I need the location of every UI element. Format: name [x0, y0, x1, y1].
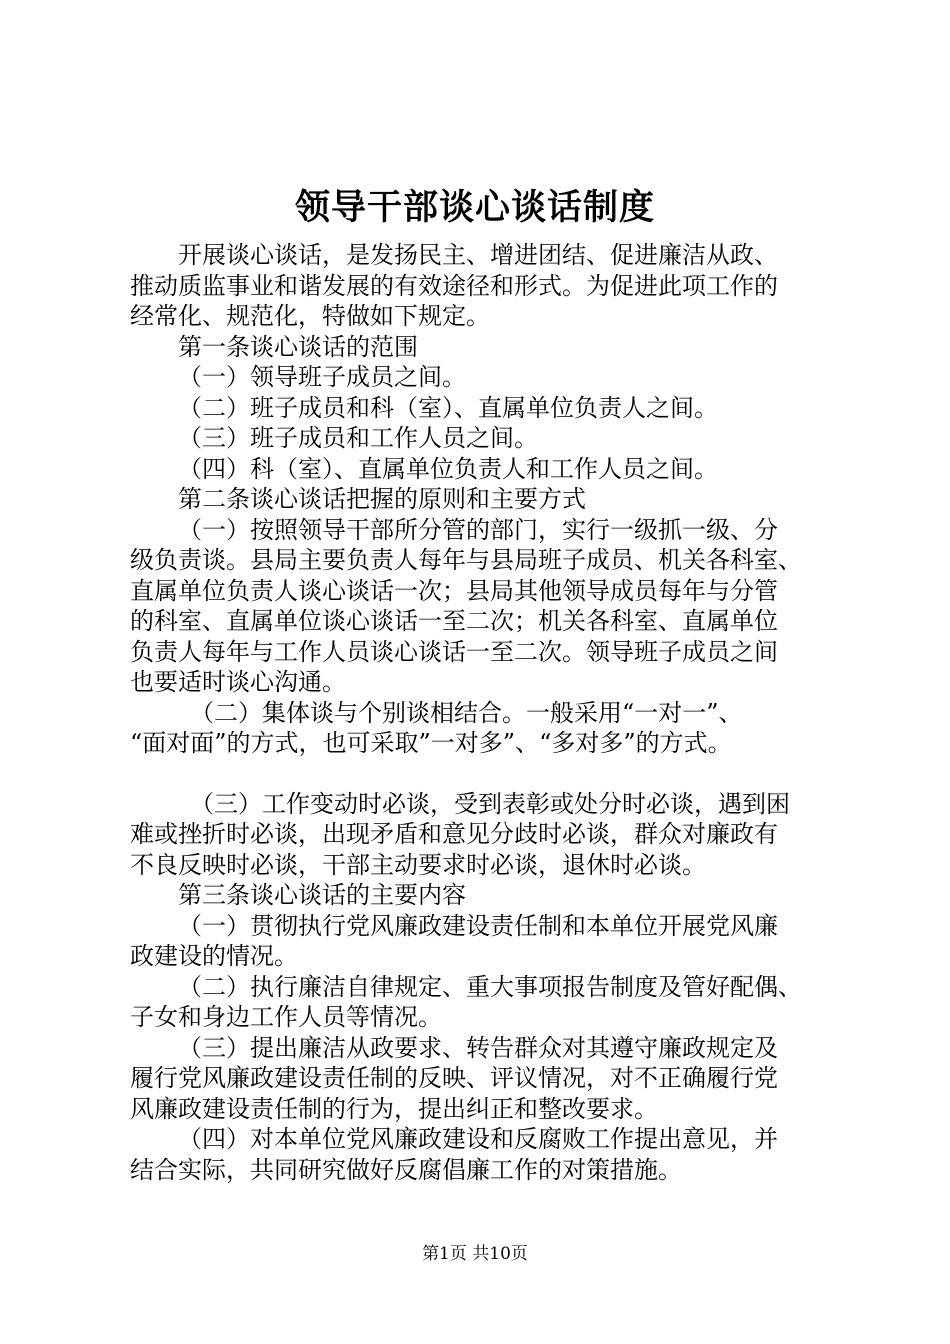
document-body: [130, 240, 830, 1185]
text-line: （三）提出廉洁从政要求、转告群众对其遵守廉政规定及: [178, 1033, 778, 1062]
text-line: （四）对本单位党风廉政建设和反腐败工作提出意见，并: [178, 1125, 778, 1153]
text-line: （二）班子成员和科（室）、直属单位负责人之间。: [178, 393, 718, 422]
text-line: 政建设的情况。: [130, 942, 298, 970]
text-line: 经常化、规范化，特做如下规定。: [130, 302, 490, 330]
text-line: （二）执行廉洁自律规定、重大事项报告制度及管好配偶、: [178, 972, 802, 1001]
document-title: 领导干部谈心谈话制度: [294, 187, 655, 228]
text-line: 也要适时谈心沟通。: [130, 668, 346, 696]
text-line: （四）科（室）、直属单位负责人和工作人员之间。: [178, 454, 718, 483]
text-line: 直属单位负责人谈心谈话一次；县局其他领导成员每年与分管: [130, 576, 778, 605]
text-line: （三）工作变动时必谈，受到表彰或处分时必谈，遇到困: [190, 789, 790, 818]
text-line: 推动质监事业和谐发展的有效途径和形式。为促进此项工作的: [130, 271, 778, 300]
text-line: 结合实际，共同研究做好反腐倡廉工作的对策措施。: [130, 1155, 682, 1184]
text-line: “面对面”的方式，也可采取”一对多”、“多对多”的方式。: [130, 729, 732, 757]
page-footer: 第1页 共10页: [422, 1244, 528, 1264]
text-line: （一）按照领导干部所分管的部门，实行一级抓一级、分: [178, 515, 778, 544]
text-line: 的科室、直属单位谈心谈话一至二次；机关各科室、直属单位: [130, 607, 778, 635]
text-line: 第二条谈心谈话把握的原则和主要方式: [178, 485, 586, 513]
text-line: 级负责谈。县局主要负责人每年与县局班子成员、机关各科室、: [130, 546, 802, 574]
blank-line: [130, 759, 830, 789]
text-line: 开展谈心谈话，是发扬民主、增进团结、促进廉洁从政、: [178, 241, 778, 269]
text-line: 负责人每年与工作人员谈心谈话一至二次。领导班子成员之间: [130, 637, 778, 666]
text-line: 难或挫折时必谈，出现矛盾和意见分歧时必谈，群众对廉政有: [130, 820, 778, 848]
text-line: 不良反映时必谈，干部主动要求时必谈，退休时必谈。: [130, 850, 706, 879]
text-line: （一）贯彻执行党风廉政建设责任制和本单位开展党风廉: [178, 911, 778, 940]
text-line: 第三条谈心谈话的主要内容: [178, 881, 466, 909]
text-line: （二）集体谈与个别谈相结合。一般采用“一对一”、: [190, 698, 743, 727]
text-line: 第一条谈心谈话的范围: [178, 332, 418, 361]
text-line: 履行党风廉政建设责任制的反映、评议情况，对不正确履行党: [130, 1064, 778, 1092]
text-line: （一）领导班子成员之间。: [178, 363, 466, 391]
text-line: 风廉政建设责任制的行为，提出纠正和整改要求。: [130, 1094, 658, 1123]
text-line: 子女和身边工作人员等情况。: [130, 1003, 442, 1031]
text-line: （三）班子成员和工作人员之间。: [178, 424, 538, 452]
